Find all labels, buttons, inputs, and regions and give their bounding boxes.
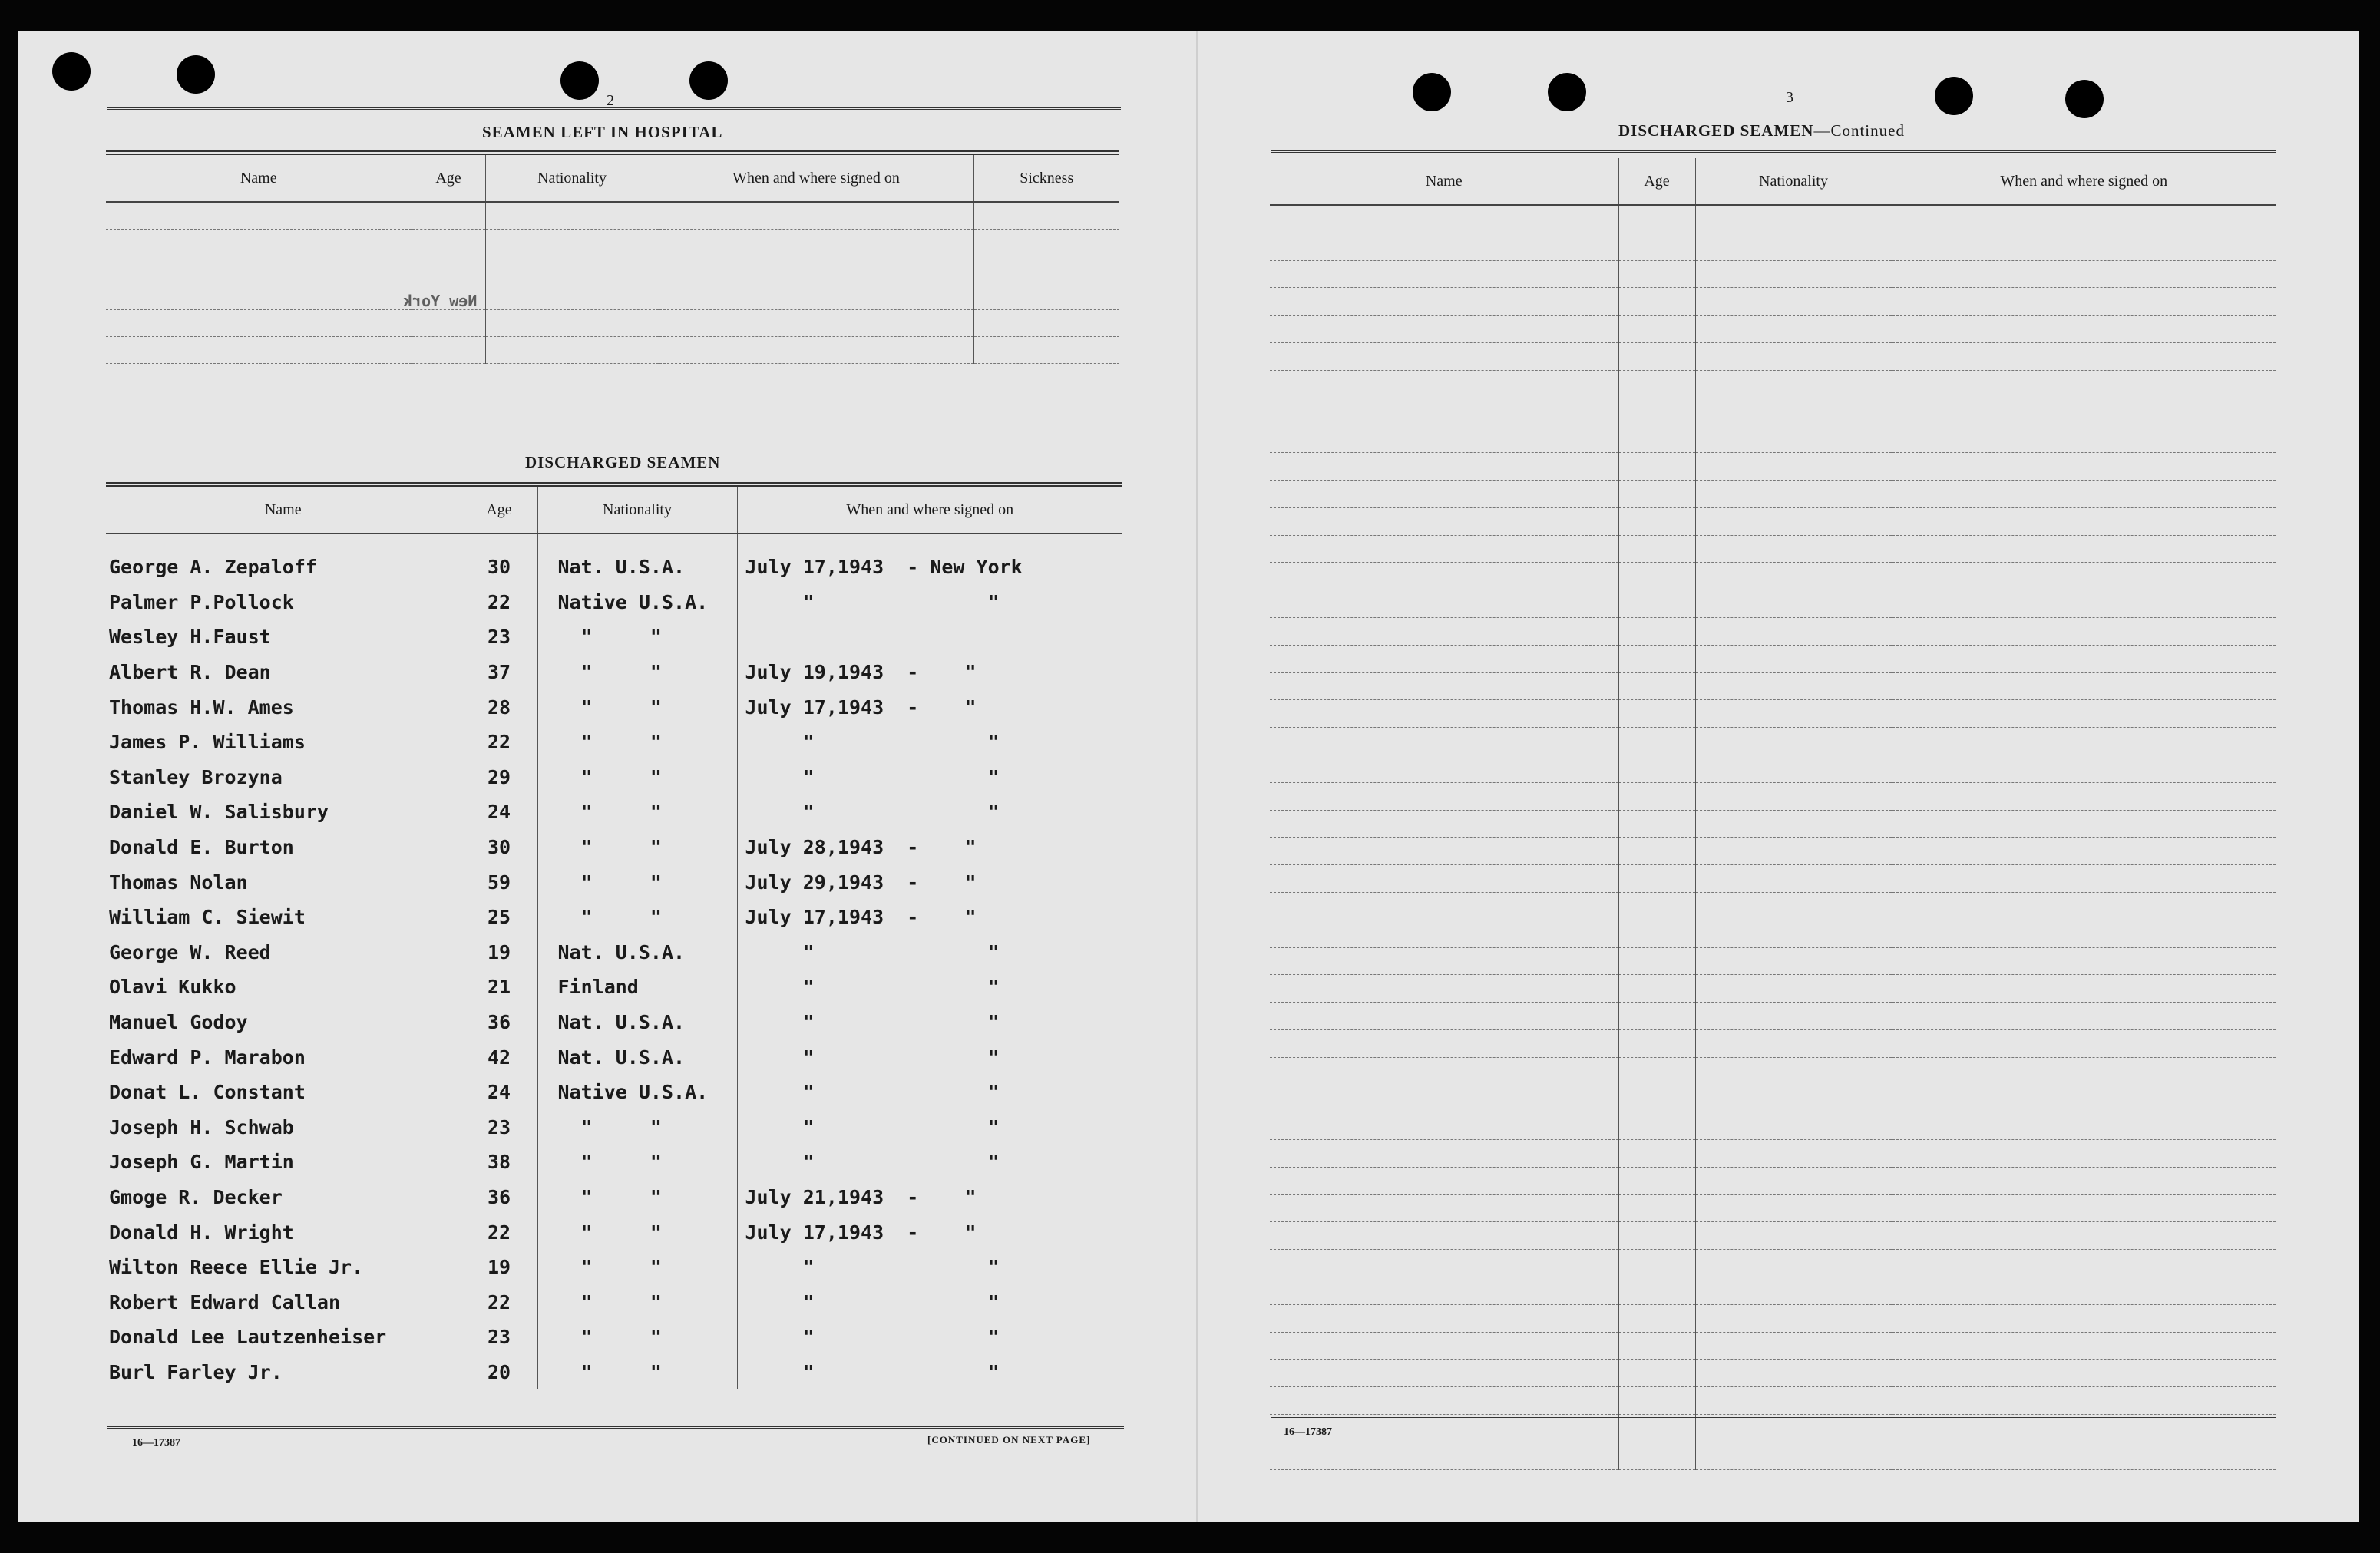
form-number-left: 16—17387 (132, 1437, 180, 1449)
seaman-age: 24 (461, 1075, 537, 1110)
seaman-signed-on: " " (737, 1039, 1122, 1075)
table-row (106, 1180, 1122, 1215)
seaman-age: 25 (461, 900, 537, 935)
punch-hole (1413, 73, 1451, 111)
seaman-age: 28 (461, 689, 537, 725)
seaman-name: William C. Siewit (109, 906, 306, 929)
seaman-age: 24 (461, 795, 537, 830)
table-row (1270, 1360, 2276, 1387)
seaman-age: 19 (461, 935, 537, 970)
table-row (106, 1075, 1122, 1110)
seaman-nationality: " " (537, 864, 737, 900)
table-row (106, 725, 1122, 760)
table-row (1270, 672, 2276, 700)
seaman-nationality: " " (537, 795, 737, 830)
seaman-nationality: " " (537, 1320, 737, 1355)
seaman-signed-on: July 17,1943 - New York (737, 550, 1122, 585)
table-row (106, 310, 1119, 337)
table-row (1270, 453, 2276, 481)
seaman-age: 20 (461, 1355, 537, 1390)
table-row (1270, 617, 2276, 645)
hospital-title: SEAMEN LEFT IN HOSPITAL (482, 123, 723, 141)
table-row (106, 1110, 1122, 1145)
table-row (1270, 810, 2276, 838)
right-col-age: Age (1618, 158, 1695, 205)
seaman-name: James P. Williams (109, 731, 306, 754)
seaman-age: 30 (461, 830, 537, 865)
table-row (1270, 233, 2276, 260)
table-row (106, 655, 1122, 690)
seaman-name: Donald H. Wright (109, 1221, 294, 1244)
seaman-age: 38 (461, 1145, 537, 1180)
seaman-nationality: " " (537, 1110, 737, 1145)
seaman-name: Edward P. Marabon (109, 1046, 306, 1069)
table-row (1270, 425, 2276, 453)
table-row (1270, 398, 2276, 425)
seaman-name: Donald E. Burton (109, 836, 294, 859)
seaman-nationality: " " (537, 1214, 737, 1250)
table-row (106, 830, 1122, 865)
seaman-name: Wesley H.Faust (109, 626, 271, 649)
seaman-age: 37 (461, 655, 537, 690)
table-row (106, 935, 1122, 970)
seaman-nationality: Nat. U.S.A. (537, 1005, 737, 1040)
seaman-signed-on: " " (737, 1110, 1122, 1145)
seaman-name: George A. Zepaloff (109, 556, 317, 579)
seaman-nationality: " " (537, 1284, 737, 1320)
table-row (1270, 1277, 2276, 1305)
table-row (106, 620, 1122, 655)
seaman-signed-on: " " (737, 1355, 1122, 1390)
table-row (1270, 975, 2276, 1003)
table-row (106, 760, 1122, 795)
seaman-signed-on: " " (737, 585, 1122, 620)
seaman-name: Manuel Godoy (109, 1011, 248, 1034)
table-row (1270, 1250, 2276, 1277)
seaman-signed-on: " " (737, 1005, 1122, 1040)
seaman-age: 29 (461, 760, 537, 795)
discharged-col-name: Name (106, 484, 461, 534)
right-title-main: DISCHARGED SEAMEN (1618, 121, 1814, 140)
table-row (1270, 260, 2276, 288)
table-row (106, 550, 1122, 585)
table-row (1270, 1387, 2276, 1415)
table-row (1270, 535, 2276, 563)
seaman-signed-on (737, 620, 1122, 655)
table-row (1270, 947, 2276, 975)
header-rule (107, 107, 1121, 110)
seaman-nationality: " " (537, 1145, 737, 1180)
table-spacer (106, 534, 1122, 550)
table-row (106, 689, 1122, 725)
seaman-name: Robert Edward Callan (109, 1290, 341, 1313)
discharged-col-signed-on: When and where signed on (737, 484, 1122, 534)
table-row (1270, 1140, 2276, 1168)
table-row (1270, 1003, 2276, 1030)
seaman-age: 22 (461, 725, 537, 760)
punch-hole (689, 61, 728, 100)
seaman-name: Albert R. Dean (109, 661, 271, 684)
table-row (1270, 755, 2276, 782)
table-row (1270, 892, 2276, 920)
seaman-nationality: Finland (537, 970, 737, 1005)
hospital-col-age: Age (412, 153, 485, 202)
seaman-name: Joseph H. Schwab (109, 1115, 294, 1138)
hospital-col-sickness: Sickness (973, 153, 1119, 202)
table-row (1270, 563, 2276, 590)
seaman-signed-on: July 19,1943 - " (737, 655, 1122, 690)
punch-hole (560, 61, 599, 100)
table-row (106, 1145, 1122, 1180)
seaman-signed-on: July 28,1943 - " (737, 830, 1122, 865)
table-row (106, 795, 1122, 830)
table-row (106, 864, 1122, 900)
table-row (1270, 370, 2276, 398)
hospital-table (106, 150, 1119, 364)
table-row (106, 1284, 1122, 1320)
page-number-left: 2 (607, 92, 614, 109)
seaman-name: Joseph G. Martin (109, 1151, 294, 1174)
seaman-nationality: " " (537, 620, 737, 655)
seaman-signed-on: " " (737, 1320, 1122, 1355)
seaman-age: 23 (461, 1110, 537, 1145)
seaman-nationality: Nat. U.S.A. (537, 550, 737, 585)
seaman-age: 36 (461, 1005, 537, 1040)
seaman-signed-on: " " (737, 970, 1122, 1005)
seaman-nationality: " " (537, 655, 737, 690)
discharged-title: DISCHARGED SEAMEN (525, 453, 721, 471)
bleed-through-text: New York (403, 292, 478, 310)
table-row (106, 230, 1119, 256)
punch-hole (177, 55, 215, 94)
table-row (1270, 1332, 2276, 1360)
seaman-signed-on: " " (737, 935, 1122, 970)
seaman-name: Gmoge R. Decker (109, 1185, 283, 1208)
seaman-nationality: " " (537, 1180, 737, 1215)
seaman-name: Olavi Kukko (109, 976, 236, 999)
seaman-signed-on: " " (737, 725, 1122, 760)
table-row (1270, 288, 2276, 316)
table-row (106, 1214, 1122, 1250)
right-title-continued: —Continued (1813, 121, 1905, 140)
seaman-age: 23 (461, 1320, 537, 1355)
table-row (1270, 342, 2276, 370)
discharged-table (106, 482, 1122, 1389)
seaman-name: Thomas H.W. Ames (109, 696, 294, 719)
seaman-nationality: " " (537, 760, 737, 795)
table-row (1270, 1029, 2276, 1057)
right-discharged-table (1270, 158, 2276, 1470)
seaman-nationality: Nat. U.S.A. (537, 935, 737, 970)
seaman-age: 19 (461, 1250, 537, 1285)
table-row (106, 256, 1119, 283)
seaman-nationality: " " (537, 1250, 737, 1285)
table-row (1270, 480, 2276, 507)
punch-hole (1548, 73, 1586, 111)
seaman-signed-on: July 17,1943 - " (737, 689, 1122, 725)
table-row (106, 900, 1122, 935)
seaman-signed-on: July 29,1943 - " (737, 864, 1122, 900)
punch-hole (1935, 77, 1973, 115)
right-footer-rule (1271, 1417, 2276, 1419)
continued-note: [CONTINUED ON NEXT PAGE] (927, 1434, 1091, 1446)
hospital-col-name: Name (106, 153, 412, 202)
table-row (1270, 1304, 2276, 1332)
table-row (1270, 920, 2276, 947)
table-row (1270, 645, 2276, 672)
table-row (1270, 316, 2276, 343)
right-col-nationality: Nationality (1695, 158, 1892, 205)
seaman-signed-on: " " (737, 1250, 1122, 1285)
seaman-age: 21 (461, 970, 537, 1005)
seaman-nationality: " " (537, 725, 737, 760)
right-col-signed-on: When and where signed on (1892, 158, 2276, 205)
table-row (106, 337, 1119, 364)
page-number-right: 3 (1786, 89, 1793, 106)
table-row (1270, 205, 2276, 233)
seaman-age: 22 (461, 1284, 537, 1320)
table-row (106, 1005, 1122, 1040)
table-row (1270, 1057, 2276, 1085)
seaman-nationality: Native U.S.A. (537, 585, 737, 620)
table-row (106, 1355, 1122, 1390)
table-row (1270, 1442, 2276, 1469)
seaman-name: Thomas Nolan (109, 871, 248, 894)
table-row (106, 585, 1122, 620)
table-row (1270, 1222, 2276, 1250)
table-row (106, 970, 1122, 1005)
seaman-signed-on: " " (737, 1284, 1122, 1320)
seaman-signed-on: " " (737, 795, 1122, 830)
footer-rule (107, 1426, 1124, 1429)
seaman-signed-on: " " (737, 1145, 1122, 1180)
punch-hole (52, 52, 91, 91)
seaman-name: Wilton Reece Ellie Jr. (109, 1256, 364, 1279)
discharged-col-nationality: Nationality (537, 484, 737, 534)
table-row (106, 1039, 1122, 1075)
seaman-signed-on: July 17,1943 - " (737, 1214, 1122, 1250)
table-row (1270, 1167, 2276, 1194)
seaman-name: Donald Lee Lautzenheiser (109, 1326, 387, 1349)
table-row (1270, 1112, 2276, 1140)
seaman-name: Stanley Brozyna (109, 765, 283, 788)
table-row (106, 1250, 1122, 1285)
seaman-signed-on: July 21,1943 - " (737, 1180, 1122, 1215)
seaman-age: 23 (461, 620, 537, 655)
seaman-age: 59 (461, 864, 537, 900)
seaman-name: Burl Farley Jr. (109, 1360, 283, 1383)
punch-hole (2065, 80, 2104, 118)
seaman-age: 42 (461, 1039, 537, 1075)
table-row (1270, 782, 2276, 810)
form-number-right: 16—17387 (1284, 1426, 1332, 1438)
table-row (106, 1320, 1122, 1355)
right-col-name: Name (1270, 158, 1618, 205)
hospital-col-nationality: Nationality (485, 153, 659, 202)
seaman-age: 30 (461, 550, 537, 585)
right-title (1618, 121, 1905, 140)
seaman-name: Palmer P.Pollock (109, 590, 294, 613)
table-row (1270, 507, 2276, 535)
table-row (1270, 1194, 2276, 1222)
right-header-rule (1271, 150, 2276, 153)
hospital-col-signed-on: When and where signed on (659, 153, 973, 202)
table-row (106, 202, 1119, 230)
seaman-signed-on: " " (737, 760, 1122, 795)
discharged-col-age: Age (461, 484, 537, 534)
table-row (1270, 865, 2276, 893)
seaman-signed-on: July 17,1943 - " (737, 900, 1122, 935)
seaman-nationality: Native U.S.A. (537, 1075, 737, 1110)
seaman-nationality: " " (537, 1355, 737, 1390)
seaman-nationality: " " (537, 900, 737, 935)
table-row (106, 283, 1119, 310)
table-row (1270, 700, 2276, 728)
table-row (1270, 590, 2276, 618)
table-row (1270, 838, 2276, 865)
seaman-nationality: " " (537, 830, 737, 865)
seaman-nationality: " " (537, 689, 737, 725)
seaman-name: George W. Reed (109, 940, 271, 963)
seaman-age: 22 (461, 585, 537, 620)
seaman-age: 36 (461, 1180, 537, 1215)
seaman-name: Daniel W. Salisbury (109, 801, 329, 824)
table-row (1270, 1085, 2276, 1112)
seaman-age: 22 (461, 1214, 537, 1250)
seaman-nationality: Nat. U.S.A. (537, 1039, 737, 1075)
table-row (1270, 728, 2276, 755)
seaman-name: Donat L. Constant (109, 1081, 306, 1104)
seaman-signed-on: " " (737, 1075, 1122, 1110)
